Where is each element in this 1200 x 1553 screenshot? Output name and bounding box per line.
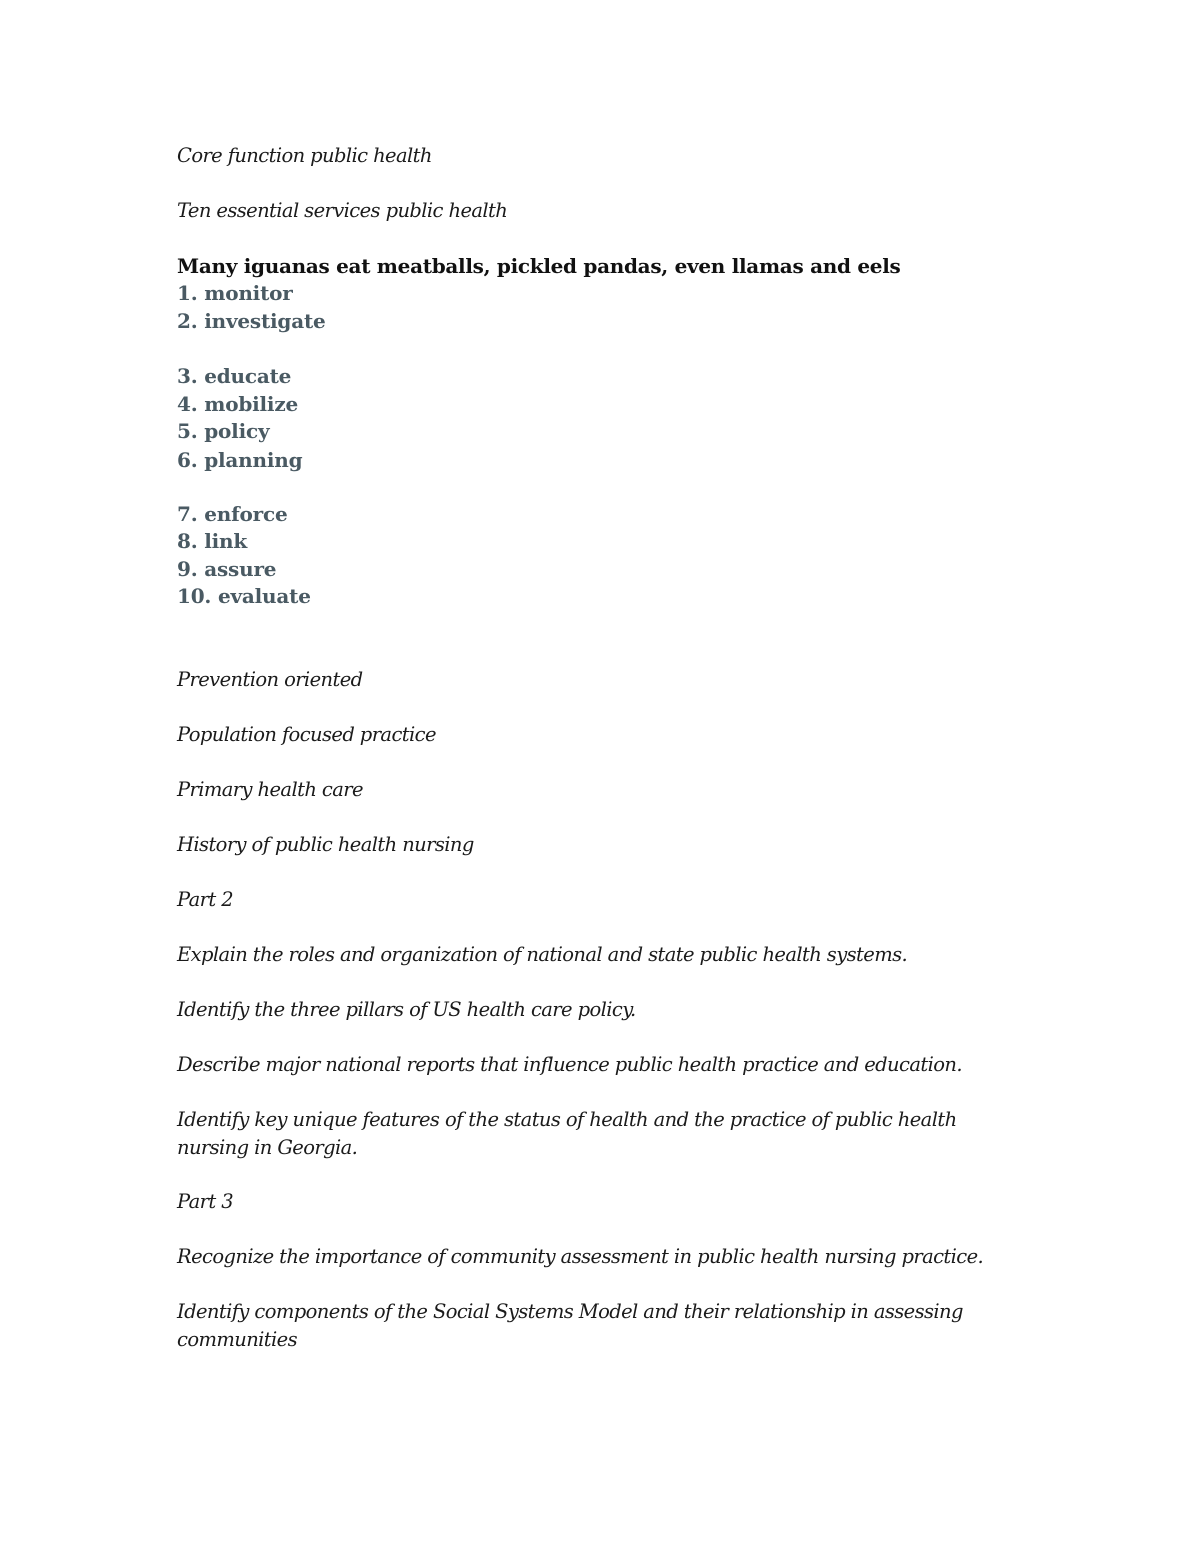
part2-objective: Describe major national reports that influence public health practice and education.	[177, 1053, 962, 1076]
core-function-line: Core function public health	[177, 144, 432, 167]
part2-objective: Identify key unique features of the status of health and the practice of public health	[177, 1108, 957, 1131]
part2-heading: Part 2	[177, 888, 234, 911]
service-item: 7. enforce	[177, 502, 288, 526]
part3-objective: Identify components of the Social Systems Model and their relationship in assessing	[177, 1300, 963, 1323]
service-item: 1. monitor	[177, 281, 293, 305]
part3-objective: Recognize the importance of community assessment in public health nursing practice.	[177, 1245, 984, 1268]
part2-objective-continued: nursing in Georgia.	[177, 1136, 358, 1159]
service-item: 8. link	[177, 529, 248, 553]
part2-objective: Identify the three pillars of US health care policy.	[177, 998, 636, 1021]
primary-health-care-line: Primary health care	[177, 778, 363, 801]
part3-heading: Part 3	[177, 1190, 234, 1213]
service-item: 2. investigate	[177, 309, 326, 333]
history-line: History of public health nursing	[177, 833, 474, 856]
service-item: 5. policy	[177, 419, 270, 443]
service-item: 6. planning	[177, 448, 303, 472]
mnemonic-heading: Many iguanas eat meatballs, pickled pandas, even llamas and eels	[177, 254, 901, 278]
population-focused-line: Population focused practice	[177, 723, 436, 746]
ten-essential-line: Ten essential services public health	[177, 199, 508, 222]
service-item: 4. mobilize	[177, 392, 299, 416]
service-item: 10. evaluate	[177, 584, 311, 608]
service-item: 3. educate	[177, 364, 292, 388]
service-item: 9. assure	[177, 557, 277, 581]
part3-objective-continued: communities	[177, 1328, 298, 1351]
part2-objective: Explain the roles and organization of national and state public health systems.	[177, 943, 908, 966]
prevention-oriented-line: Prevention oriented	[177, 668, 363, 691]
